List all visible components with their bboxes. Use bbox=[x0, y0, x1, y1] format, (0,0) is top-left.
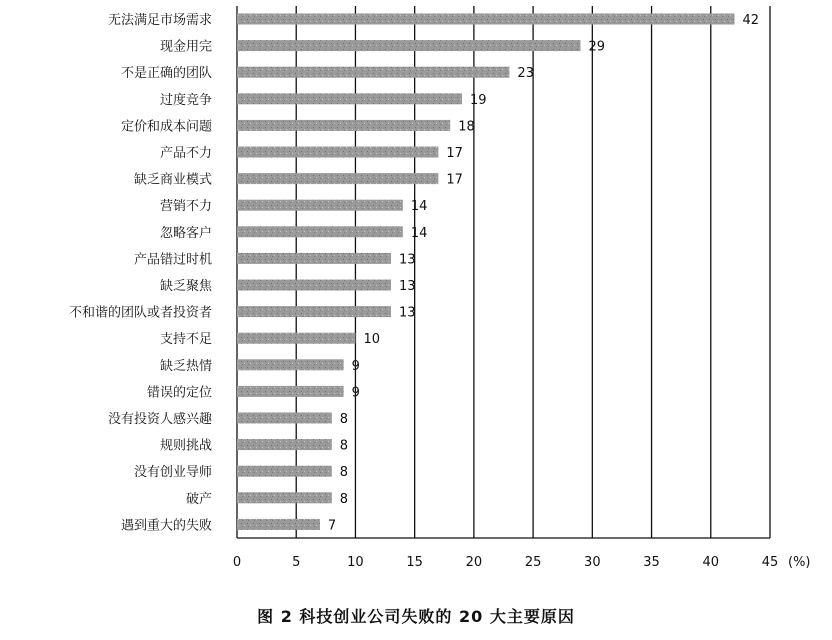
bar-12 bbox=[237, 306, 391, 317]
bar-14 bbox=[237, 359, 344, 370]
bar-4 bbox=[237, 93, 462, 104]
x-tick-label-40: 40 bbox=[702, 555, 720, 570]
category-label-4: 过度竞争 bbox=[159, 92, 212, 108]
value-label-12: 13 bbox=[398, 305, 416, 321]
x-tick-label-25: 25 bbox=[524, 555, 542, 570]
category-label-5: 定价和成本问题 bbox=[120, 119, 212, 135]
value-label-11: 13 bbox=[398, 279, 416, 294]
x-tick-label-0: 0 bbox=[232, 555, 242, 570]
value-label-3: 23 bbox=[517, 66, 534, 82]
value-label-9: 14 bbox=[410, 225, 428, 241]
x-tick-label-5: 5 bbox=[292, 555, 301, 570]
bar-11 bbox=[237, 280, 391, 291]
value-label-10: 13 bbox=[398, 252, 416, 268]
bar-7 bbox=[237, 173, 438, 184]
x-unit-label: (%) bbox=[788, 555, 811, 570]
bar-3 bbox=[237, 67, 509, 78]
category-label-7: 缺乏商业模式 bbox=[133, 172, 212, 188]
category-label-1: 无法满足市场需求 bbox=[107, 13, 212, 28]
category-label-18: 没有创业导师 bbox=[133, 465, 212, 481]
bar-17 bbox=[237, 439, 332, 450]
category-label-3: 不是正确的团队 bbox=[120, 66, 212, 82]
value-label-1: 42 bbox=[742, 13, 760, 28]
bar-13 bbox=[237, 333, 355, 344]
category-label-2: 现金用完 bbox=[159, 39, 212, 55]
value-label-20: 7 bbox=[327, 518, 337, 534]
x-tick-label-35: 35 bbox=[643, 555, 660, 570]
value-label-15: 9 bbox=[351, 385, 360, 401]
x-tick-label-45: 45 bbox=[761, 555, 779, 570]
category-label-6: 产品不力 bbox=[159, 146, 212, 161]
category-label-20: 遇到重大的失败 bbox=[120, 518, 212, 534]
bar-8 bbox=[237, 200, 403, 211]
value-label-8: 14 bbox=[410, 199, 428, 215]
value-label-14: 9 bbox=[351, 358, 360, 374]
bar-9 bbox=[237, 226, 403, 237]
value-label-2: 29 bbox=[588, 39, 606, 55]
category-label-9: 忽略客户 bbox=[159, 225, 212, 241]
category-label-13: 支持不足 bbox=[159, 332, 212, 348]
category-label-10: 产品错过时机 bbox=[133, 252, 212, 268]
bar-15 bbox=[237, 386, 344, 397]
bar-20 bbox=[237, 519, 320, 530]
x-tick-label-15: 15 bbox=[406, 555, 423, 570]
value-label-16: 8 bbox=[339, 412, 349, 427]
bar-2 bbox=[237, 40, 580, 51]
category-label-16: 没有投资人感兴趣 bbox=[107, 412, 212, 427]
x-tick-label-20: 20 bbox=[465, 555, 483, 570]
value-label-18: 8 bbox=[339, 465, 349, 481]
value-label-5: 18 bbox=[458, 119, 475, 135]
bar-1 bbox=[237, 14, 734, 25]
bar-18 bbox=[237, 466, 332, 477]
category-label-11: 缺乏聚焦 bbox=[159, 279, 212, 294]
bar-19 bbox=[237, 492, 332, 503]
category-label-12: 不和谐的团队或者投资者 bbox=[68, 305, 212, 321]
value-label-17: 8 bbox=[339, 438, 349, 454]
bar-10 bbox=[237, 253, 391, 264]
value-label-6: 17 bbox=[446, 146, 463, 161]
category-label-17: 规则挑战 bbox=[159, 438, 212, 454]
value-label-19: 8 bbox=[339, 491, 349, 507]
value-label-13: 10 bbox=[363, 332, 380, 348]
x-tick-label-30: 30 bbox=[584, 555, 601, 570]
bar-5 bbox=[237, 120, 450, 131]
figure-caption: 图 2 科技创业公司失败的 20 大主要原因 bbox=[257, 607, 575, 626]
bar-6 bbox=[237, 147, 438, 158]
value-label-4: 19 bbox=[470, 92, 487, 108]
category-label-15: 错误的定位 bbox=[146, 385, 212, 401]
category-label-8: 营销不力 bbox=[159, 199, 212, 215]
bar-16 bbox=[237, 413, 332, 424]
category-label-14: 缺乏热情 bbox=[159, 358, 212, 374]
value-label-7: 17 bbox=[446, 172, 463, 188]
x-tick-label-10: 10 bbox=[347, 555, 364, 570]
category-label-19: 破产 bbox=[185, 491, 212, 507]
